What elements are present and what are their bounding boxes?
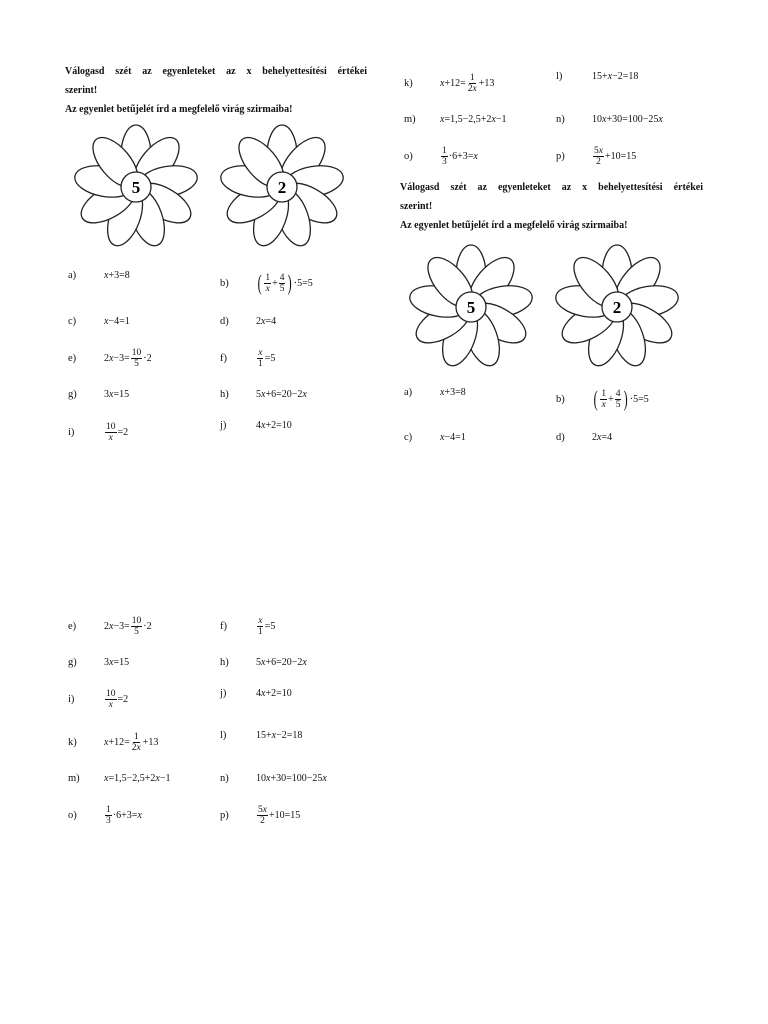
equation-g: g) 3 x =15 bbox=[68, 388, 130, 400]
flower-five bbox=[63, 120, 209, 254]
equation-h-lower: h) 5 x +6=20−2 x bbox=[220, 656, 307, 668]
instruction-line2: szerint! bbox=[65, 85, 98, 96]
instruction-right bbox=[400, 178, 703, 235]
equation-h: h) 5 x +6=20−2 x bbox=[220, 388, 307, 400]
instruction-line3: Az egyenlet betűjelét írd a megfelelő virág szirmaiba! bbox=[400, 220, 628, 231]
equation-c: c) x −4=1 bbox=[68, 315, 130, 327]
equation-b: b) ( 1 x + 4 5 ) ·5=5 bbox=[220, 270, 313, 295]
equation-g-lower: g) 3 x =15 bbox=[68, 656, 130, 668]
equation-p-lower: p) 5x 2 +10=15 bbox=[220, 804, 301, 826]
flower-group-right bbox=[398, 240, 690, 374]
instruction-line1: Válogasd szét az egyenleteket az x behelyettesítési értékei bbox=[65, 66, 367, 77]
equation-k-right: k) x +12= 1 2x +13 bbox=[404, 72, 495, 94]
equation-p-right: p) 5x 2 +10=15 bbox=[556, 145, 637, 167]
equation-f: f) x 1 =5 bbox=[220, 347, 276, 369]
equation-b-right: b) ( 1 x + 4 5 ) ·5=5 bbox=[556, 386, 649, 411]
equation-m-right: m) x =1,5−2,5+2 x −1 bbox=[404, 113, 507, 125]
equation-i-lower: i) 10 x =2 bbox=[68, 688, 129, 710]
equation-f-lower: f) x 1 =5 bbox=[220, 615, 276, 637]
equation-n-lower: n) 10 x +30=100−25 x bbox=[220, 772, 327, 784]
flower-two bbox=[544, 240, 690, 374]
equation-n-right: n) 10 x +30=100−25 x bbox=[556, 113, 663, 125]
flower-number: 5 bbox=[466, 298, 476, 317]
equation-c-right: c) x −4=1 bbox=[404, 431, 466, 443]
equation-j-lower: j) 4 x +2=10 bbox=[220, 687, 292, 699]
equation-l-lower: l) 15+ x −2=18 bbox=[220, 729, 303, 741]
flower-number: 5 bbox=[131, 178, 141, 197]
flower-five bbox=[398, 240, 544, 374]
flower-group-left bbox=[63, 120, 355, 254]
equation-k-lower: k) x +12= 1 2x +13 bbox=[68, 731, 159, 753]
instruction-line1: Válogasd szét az egyenleteket az x behelyettesítési értékei bbox=[400, 182, 703, 193]
flower-number: 2 bbox=[277, 178, 287, 197]
equation-l-right: l) 15+ x −2=18 bbox=[556, 70, 639, 82]
equation-o-right: o) 1 3 ·6+3= x bbox=[404, 145, 478, 167]
equation-e: e) 2 x −3= 10 5 ·2 bbox=[68, 347, 152, 369]
equation-m-lower: m) x =1,5−2,5+2 x −1 bbox=[68, 772, 171, 784]
equation-a-right: a) x +3=8 bbox=[404, 386, 466, 398]
equation-i: i) 10 x =2 bbox=[68, 421, 129, 443]
flower-two bbox=[209, 120, 355, 254]
equation-j: j) 4 x +2=10 bbox=[220, 419, 292, 431]
equation-d: d) 2 x =4 bbox=[220, 315, 277, 327]
equation-o-lower: o) 1 3 ·6+3= x bbox=[68, 804, 142, 826]
equation-a: a) x +3=8 bbox=[68, 269, 130, 281]
instruction-line3: Az egyenlet betűjelét írd a megfelelő virág szirmaiba! bbox=[65, 104, 293, 115]
equation-d-right: d) 2 x =4 bbox=[556, 431, 613, 443]
instruction-left bbox=[65, 62, 367, 119]
flower-number: 2 bbox=[612, 298, 622, 317]
instruction-line2: szerint! bbox=[400, 201, 433, 212]
equation-e-lower: e) 2 x −3= 10 5 ·2 bbox=[68, 615, 152, 637]
